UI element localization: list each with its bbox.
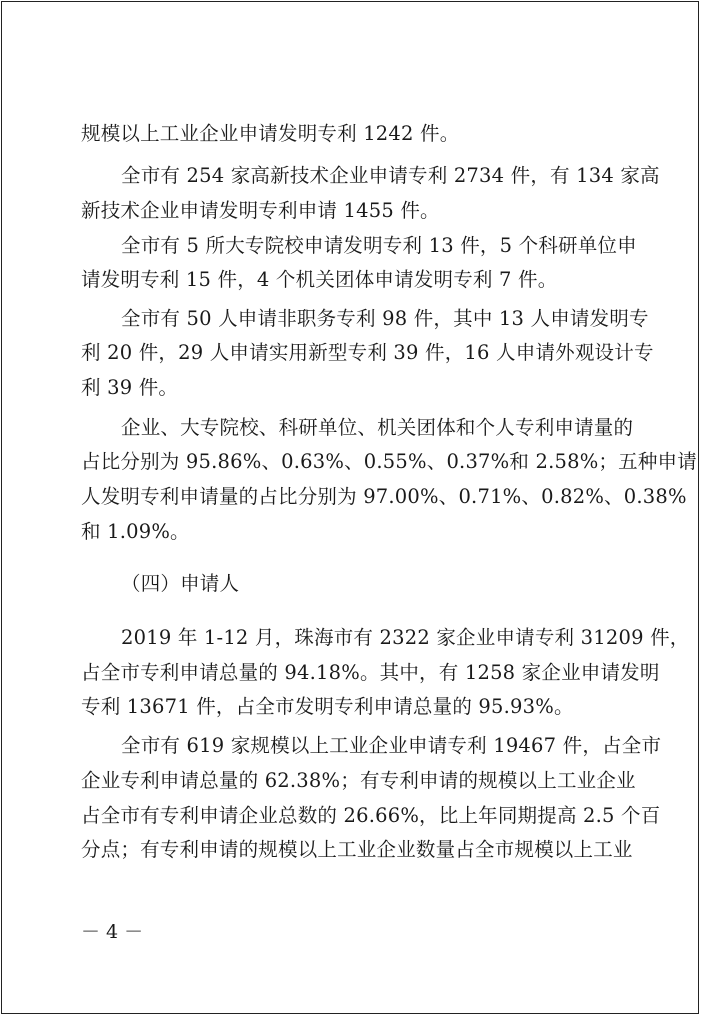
text-line: 企业专利申请总量的 62.38%；有专利申请的规模以上工业企业 — [81, 769, 636, 792]
text-line: 规模以上工业企业申请发明专利 1242 件。 — [81, 122, 460, 145]
text-line: 利 39 件。 — [81, 376, 179, 399]
section-heading: （四）申请人 — [121, 572, 240, 595]
page-number: － 4 － — [81, 921, 144, 943]
text-line: 全市有 5 所大专院校申请发明专利 13 件，5 个科研单位申 — [121, 234, 637, 257]
text-line: 2019 年 1-12 月，珠海市有 2322 家企业申请专利 31209 件， — [121, 626, 690, 649]
text-line: 利 20 件，29 人申请实用新型专利 39 件，16 人申请外观设计专 — [81, 341, 654, 364]
text-line: 占全市有专利申请企业总数的 26.66%，比上年同期提高 2.5 个百 — [81, 804, 661, 827]
text-line: 和 1.09%。 — [81, 520, 190, 543]
text-line: 占全市专利申请总量的 94.18%。其中，有 1258 家企业申请发明 — [81, 661, 660, 684]
text-line: 人发明专利申请量的占比分别为 97.00%、0.71%、0.82%、0.38% — [81, 485, 687, 508]
text-line: 企业、大专院校、科研单位、机关团体和个人专利申请量的 — [121, 416, 634, 439]
text-line: 全市有 50 人申请非职务专利 98 件，其中 13 人申请发明专 — [121, 307, 649, 330]
text-line: 请发明专利 15 件，4 个机关团体申请发明专利 7 件。 — [81, 268, 558, 291]
text-line: 专利 13671 件，占全市发明专利申请总量的 95.93%。 — [81, 695, 574, 718]
text-line: 分点；有专利申请的规模以上工业企业数量占全市规模以上工业 — [81, 838, 633, 861]
text-line: 新技术企业申请发明专利申请 1455 件。 — [81, 199, 440, 222]
text-line: 全市有 619 家规模以上工业企业申请专利 19467 件，占全市 — [121, 734, 662, 757]
text-line: 占比分别为 95.86%、0.63%、0.55%、0.37%和 2.58%；五种申请 — [81, 450, 697, 473]
text-line: 全市有 254 家高新技术企业申请专利 2734 件，有 134 家高 — [121, 164, 660, 187]
